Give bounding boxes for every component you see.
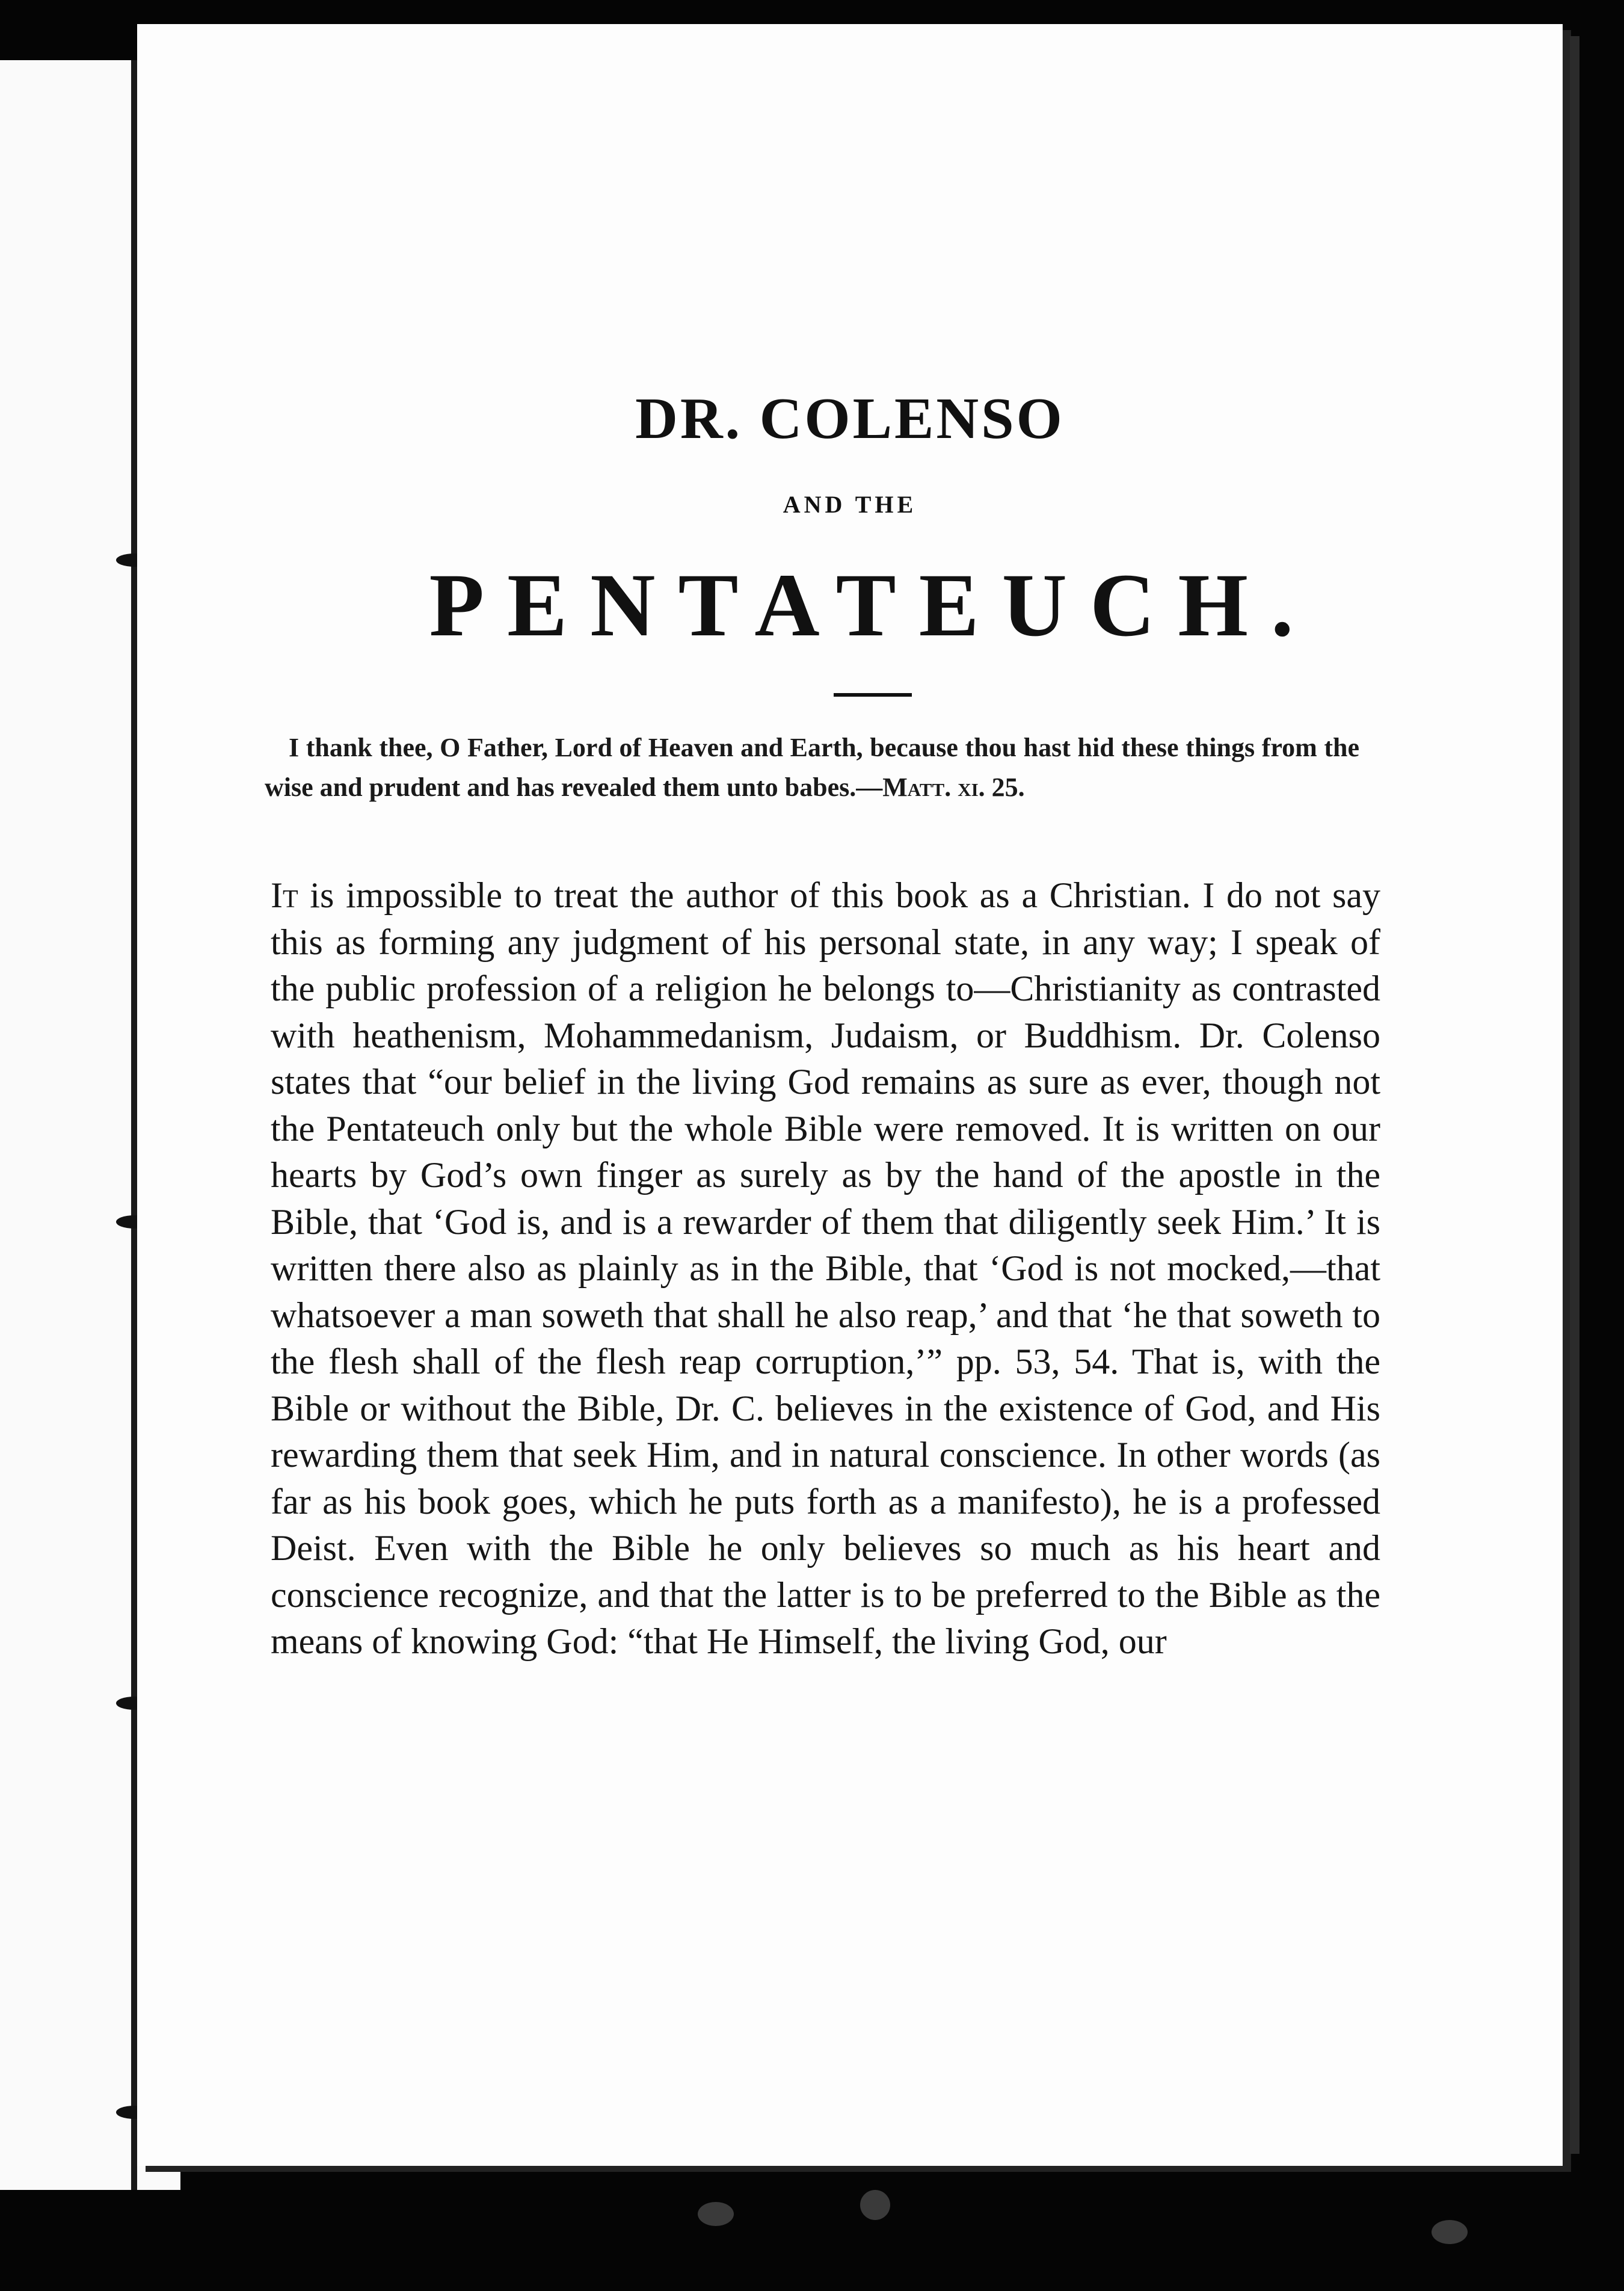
epigraph <box>265 728 1359 807</box>
title-line-2: AND THE <box>783 491 917 518</box>
scan-artifact <box>860 2190 890 2220</box>
scan-artifact <box>1432 2220 1468 2244</box>
title-rule <box>834 693 912 697</box>
page-edge-shadow <box>1570 36 1579 2154</box>
scan-artifact <box>698 2202 734 2226</box>
body-text: is impossible to treat the author of this book as a Christian. I do not say this as forming any judgment of his personal state, in any way; I speak of the public profession of a religion he belongs to—Christianity as contrasted with heathenism, Mohammedanism, Judaism, or Buddhism. Dr. Colenso states that “our belief in the living God remains as sure as ever, though not the Pentateuch only but the whole Bible were removed. It is written on our hearts by God’s own finger as surely as by the hand of the apostle in the Bible, that ‘God is, and is a rewarder of them that diligently seek Him.’ It is written there also as plainly as in the Bible, that ‘God is not mocked,—that whatsoever a man soweth that shall he also reap,’ and that ‘he that soweth to the flesh shall of the flesh reap corruption,’” pp. 53, 54. That is, with the Bible or without the Bible, Dr. C. believes in the existence of God, and His rewarding them that seek Him, and in natural conscience. In other words (as far as his book goes, which he puts forth as a manifesto), he is a professed Deist. Even with the Bible he only believes so much as his heart and conscience recognize, and that the latter is to be preferred to the Bible as the means of knowing God: “that He Himself, the living God, our <box>271 875 1380 1661</box>
body-paragraph <box>271 872 1380 1665</box>
binding-gutter <box>131 60 137 2190</box>
epigraph-citation: Matt. xi. 25. <box>882 772 1025 802</box>
epigraph-text: I thank thee, O Father, Lord of Heaven and Earth, because thou hast hid these things from the wise and prudent and has revealed them unto babes.— <box>265 733 1359 802</box>
title-line-1: DR. COLENSO <box>635 386 1065 451</box>
title-line-3: PENTATEUCH. <box>429 555 1317 655</box>
body-lead-word: It <box>271 875 298 915</box>
